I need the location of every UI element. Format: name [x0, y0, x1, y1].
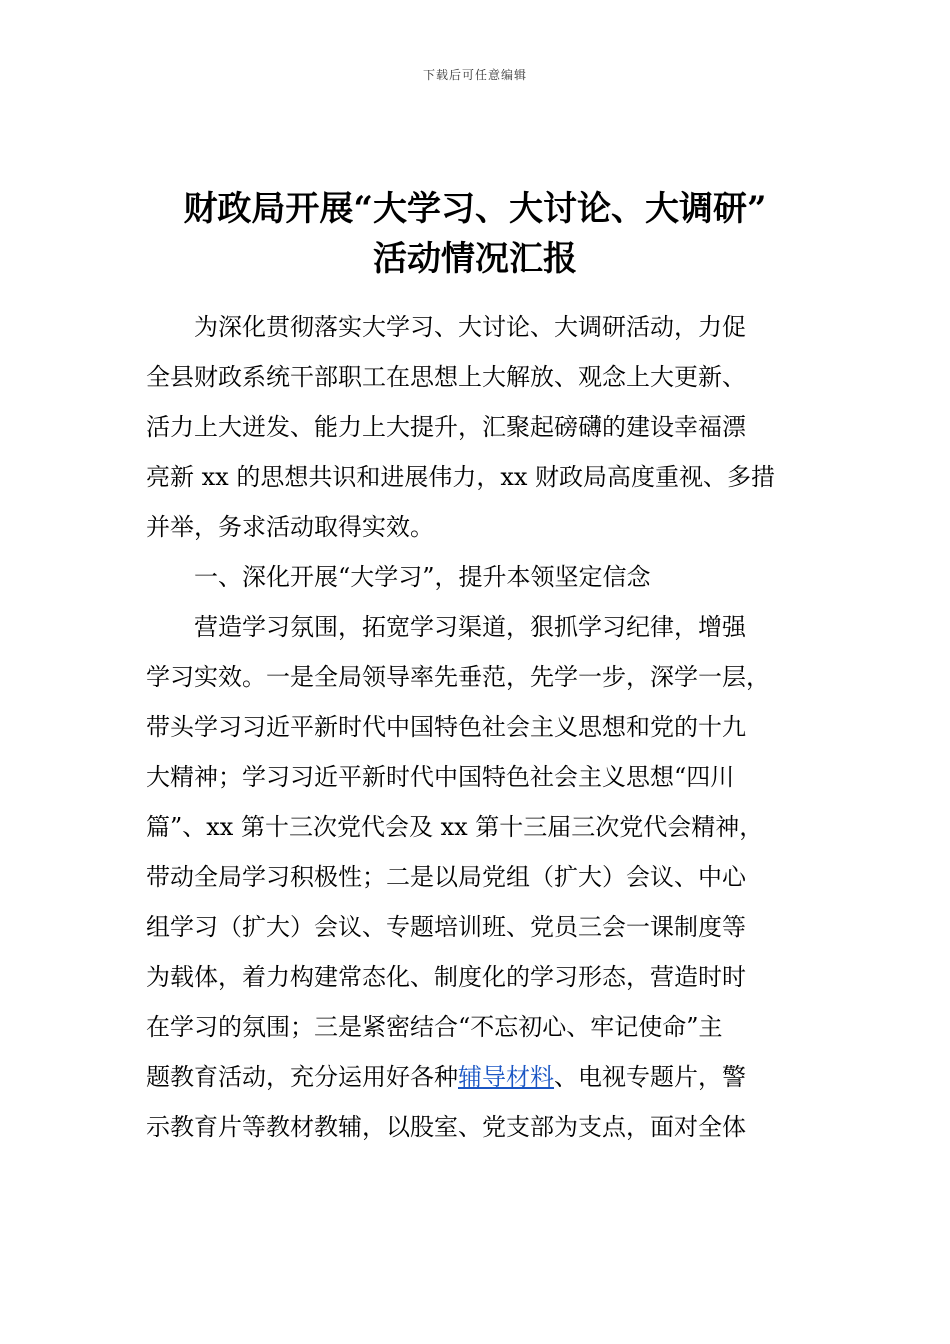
paragraph-1-line: 并举，务求活动取得实效。	[146, 513, 434, 541]
paragraph-2-line: 营造学习氛围，拓宽学习渠道，狠抓学习纪律，增强	[194, 613, 746, 641]
paragraph-2-line: 在学习的氛围；三是紧密结合“不忘初心、牢记使命”主	[146, 1013, 723, 1041]
paragraph-2-line: 带动全局学习积极性；二是以局党组（扩大）会议、中心	[146, 863, 746, 891]
title-line-2: 活动情况汇报	[373, 239, 577, 279]
paragraph-2-line: 示教育片等教材教辅，以股室、党支部为支点，面对全体	[146, 1113, 746, 1141]
section-heading-1: 一、深化开展“大学习”，提升本领坚定信念	[194, 563, 651, 591]
text-segment: 题教育活动，充分运用好各种	[146, 1063, 458, 1091]
header-note: 下载后可任意编辑	[422, 68, 527, 82]
paragraph-2-line: 大精神；学习习近平新时代中国特色社会主义思想“四川	[146, 763, 735, 791]
tutoring-materials-link[interactable]: 辅导材料	[458, 1063, 554, 1091]
paragraph-1-line: 活力上大迸发、能力上大提升，汇聚起磅礴的建设幸福漂	[146, 413, 746, 441]
paragraph-2-line-with-link	[146, 1052, 806, 1102]
paragraph-2-line: 为载体，着力构建常态化、制度化的学习形态，营造时时	[146, 963, 746, 991]
document-title	[100, 184, 850, 284]
paragraph-2-line: 篇”、xx 第十三次党代会及 xx 第十三届三次党代会精神，	[146, 813, 764, 841]
paragraph-2-line: 组学习（扩大）会议、专题培训班、党员三会一课制度等	[146, 913, 746, 941]
text-segment: 、电视专题片，警	[554, 1063, 746, 1091]
paragraph-2-line: 学习实效。一是全局领导率先垂范，先学一步，深学一层，	[146, 663, 770, 691]
document-body	[146, 302, 806, 1152]
paragraph-1-line: 全县财政系统干部职工在思想上大解放、观念上大更新、	[146, 363, 746, 391]
title-line-1: 财政局开展“大学习、大讨论、大调研”	[183, 189, 767, 229]
paragraph-2-line: 带头学习习近平新时代中国特色社会主义思想和党的十九	[146, 713, 746, 741]
paragraph-1-line: 亮新 xx 的思想共识和进展伟力，xx 财政局高度重视、多措	[146, 463, 776, 491]
paragraph-1-line: 为深化贯彻落实大学习、大讨论、大调研活动，力促	[194, 313, 746, 341]
